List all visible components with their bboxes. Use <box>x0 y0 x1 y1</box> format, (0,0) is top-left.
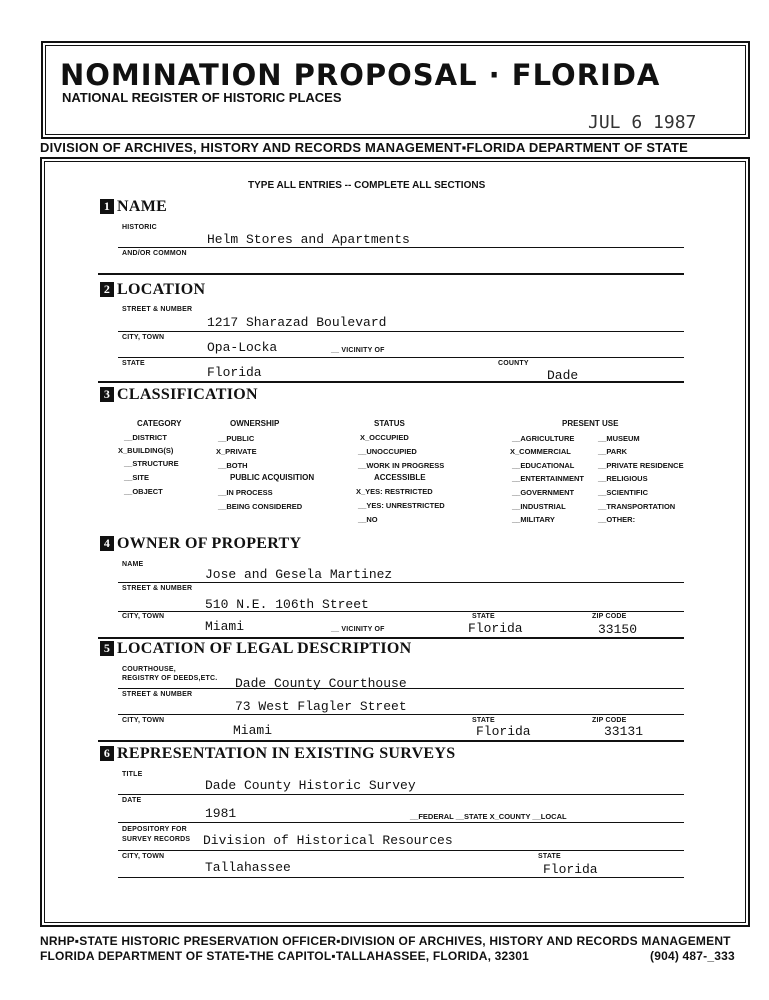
acquisition-option: __IN PROCESS <box>218 488 273 497</box>
form-subtitle: NATIONAL REGISTER OF HISTORIC PLACES <box>62 90 342 105</box>
category-option: __DISTRICT <box>124 433 167 442</box>
depository-label-2: SURVEY RECORDS <box>122 836 191 843</box>
state-label: STATE <box>122 360 145 367</box>
division-banner: DIVISION OF ARCHIVES, HISTORY AND RECORDS MANAGEMENT▪FLORIDA DEPARTMENT OF STATE <box>40 140 688 155</box>
legal-state-value: Florida <box>476 724 531 739</box>
survey-title-value: Dade County Historic Survey <box>205 778 416 793</box>
owner-name-value: Jose and Gesela Martinez <box>205 567 393 582</box>
street-label: STREET & NUMBER <box>122 306 193 313</box>
use-option: __GOVERNMENT <box>512 488 575 497</box>
courthouse-label-2: REGISTRY OF DEEDS,ETC. <box>122 675 218 682</box>
county-value: Dade <box>547 368 579 383</box>
section-classification-heading: 3 CLASSIFICATION <box>100 386 258 404</box>
use-option: __PRIVATE RESIDENCE <box>598 461 684 470</box>
date-stamp: JUL 6 1987 <box>588 112 697 133</box>
use-option: __ENTERTAINMENT <box>512 474 584 483</box>
use-option: __OTHER: <box>598 515 636 524</box>
category-option: __SITE <box>124 473 150 482</box>
acquisition-option: __BEING CONSIDERED <box>218 502 303 511</box>
section-number: 1 <box>100 199 114 214</box>
use-option: __INDUSTRIAL <box>512 502 566 511</box>
form-title: NOMINATION PROPOSAL · FLORIDA <box>60 58 661 92</box>
owner-state-value: Florida <box>468 621 523 636</box>
use-option: __MUSEUM <box>598 434 640 443</box>
owner-street-value: 510 N.E. 106th Street <box>205 597 369 612</box>
section-surveys-heading: 6 REPRESENTATION IN EXISTING SURVEYS <box>100 745 455 763</box>
section-name-heading: 1 NAME <box>100 198 167 216</box>
owner-vicinity-label: __ VICINITY OF <box>331 626 385 633</box>
category-option: __STRUCTURE <box>124 459 179 468</box>
ownership-head: OWNERSHIP <box>230 419 280 428</box>
survey-date-label: DATE <box>122 797 142 804</box>
footer-line-1: NRHP▪STATE HISTORIC PRESERVATION OFFICER▪DIVISION OF ARCHIVES, HISTORY AND RECORDS MANAGEMENT <box>40 934 731 948</box>
owner-state-label: STATE <box>472 613 495 620</box>
section-owner-heading: 4 OWNER OF PROPERTY <box>100 535 301 553</box>
footer-line-2: FLORIDA DEPARTMENT OF STATE▪THE CAPITOL▪TALLAHASSEE, FLORIDA, 32301 <box>40 949 530 963</box>
accessible-option: X_YES: RESTRICTED <box>356 487 433 496</box>
owner-zip-value: 33150 <box>598 622 638 637</box>
category-head: CATEGORY <box>137 419 182 428</box>
section-location-heading: 2 LOCATION <box>100 281 205 299</box>
legal-zip-value: 33131 <box>604 724 644 739</box>
status-head: STATUS <box>374 419 405 428</box>
state-value: Florida <box>207 365 262 380</box>
ownership-option: __BOTH <box>218 461 248 470</box>
legal-city-label: CITY, TOWN <box>122 717 165 724</box>
depository-label: DEPOSITORY FOR <box>122 826 187 833</box>
use-option: X_COMMERCIAL <box>510 447 571 456</box>
use-option: __EDUCATIONAL <box>512 461 575 470</box>
accessible-option: __NO <box>358 515 378 524</box>
survey-title-label: TITLE <box>122 771 143 778</box>
survey-city-value: Tallahassee <box>205 860 291 875</box>
legal-state-label: STATE <box>472 717 495 724</box>
accessible-head: ACCESSIBLE <box>374 473 426 482</box>
status-option: __WORK IN PROGRESS <box>358 461 445 470</box>
legal-street-label: STREET & NUMBER <box>122 691 193 698</box>
owner-name-label: NAME <box>122 561 144 568</box>
present-use-head: PRESENT USE <box>562 419 619 428</box>
status-option: __UNOCCUPIED <box>358 447 417 456</box>
survey-date-value: 1981 <box>205 806 237 821</box>
depository-value: Division of Historical Resources <box>203 833 453 848</box>
courthouse-label: COURTHOUSE, <box>122 666 176 673</box>
use-option: __SCIENTIFIC <box>598 488 649 497</box>
instructions: TYPE ALL ENTRIES -- COMPLETE ALL SECTIONS <box>248 180 486 191</box>
ownership-option: __PUBLIC <box>218 434 255 443</box>
section-legal-heading: 5 LOCATION OF LEGAL DESCRIPTION <box>100 640 412 658</box>
ownership-option: X_PRIVATE <box>216 447 257 456</box>
category-option: __OBJECT <box>124 487 163 496</box>
historic-value: Helm Stores and Apartments <box>207 232 410 247</box>
use-option: __RELIGIOUS <box>598 474 648 483</box>
use-option: __MILITARY <box>512 515 555 524</box>
use-option: __PARK <box>598 447 628 456</box>
city-label: CITY, TOWN <box>122 334 165 341</box>
legal-zip-label: ZIP CODE <box>592 717 627 724</box>
legal-city-value: Miami <box>233 723 273 738</box>
status-option: X_OCCUPIED <box>360 433 409 442</box>
acquisition-head: PUBLIC ACQUISITION <box>230 473 315 482</box>
street-value: 1217 Sharazad Boulevard <box>207 315 387 330</box>
vicinity-label: __ VICINITY OF <box>331 347 385 354</box>
category-option: X_BUILDING(S) <box>118 446 174 455</box>
owner-city-value: Miami <box>205 619 245 634</box>
owner-street-label: STREET & NUMBER <box>122 585 193 592</box>
use-option: __AGRICULTURE <box>512 434 575 443</box>
survey-state-value: Florida <box>543 862 598 877</box>
legal-street-value: 73 West Flagler Street <box>235 699 407 714</box>
city-value: Opa-Locka <box>207 340 278 355</box>
common-label: AND/OR COMMON <box>122 250 187 257</box>
courthouse-value: Dade County Courthouse <box>235 676 407 691</box>
survey-state-label: STATE <box>538 853 561 860</box>
owner-zip-label: ZIP CODE <box>592 613 627 620</box>
accessible-option: __YES: UNRESTRICTED <box>358 501 445 510</box>
use-option: __TRANSPORTATION <box>598 502 676 511</box>
county-label: COUNTY <box>498 360 529 367</box>
survey-city-label: CITY, TOWN <box>122 853 165 860</box>
survey-levels: __FEDERAL __STATE X_COUNTY __LOCAL <box>410 812 567 821</box>
owner-city-label: CITY, TOWN <box>122 613 165 620</box>
footer-phone: (904) 487-_333 <box>650 949 735 963</box>
historic-label: HISTORIC <box>122 224 157 231</box>
